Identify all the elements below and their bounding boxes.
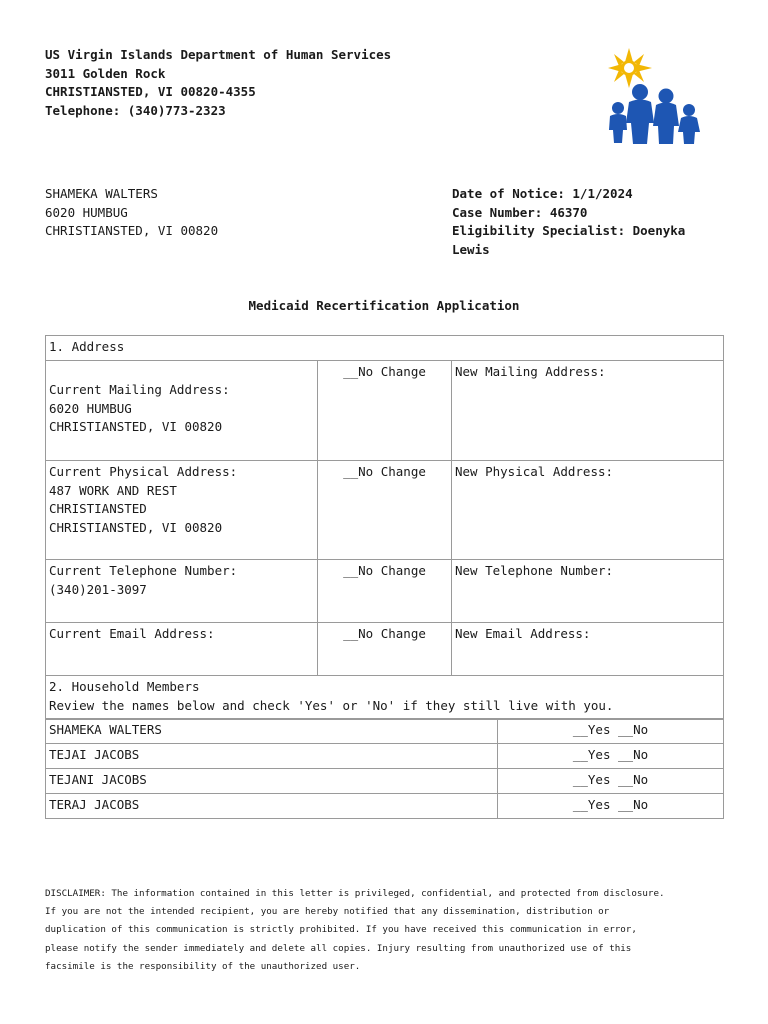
recipient-city: CHRISTIANSTED, VI 00820: [45, 223, 219, 238]
mailing-address-row: [46, 361, 724, 461]
agency-city: CHRISTIANSTED, VI 00820-4355: [45, 84, 256, 99]
notice-date: Date of Notice: 1/1/2024: [452, 186, 633, 201]
disclaimer-line: please notify the sender immediately and delete all copies. Injury resulting from unauthorized use of this: [45, 942, 632, 954]
agency-name: US Virgin Islands Department of Human Services: [45, 47, 392, 62]
member-yes-no-checkbox[interactable]: __Yes __No: [498, 769, 724, 794]
email-row: [46, 623, 724, 676]
current-telephone-cell: [46, 560, 318, 623]
physical-address-row: [46, 461, 724, 560]
member-name: SHAMEKA WALTERS: [46, 719, 498, 744]
new-email-field[interactable]: New Email Address:: [452, 623, 724, 676]
household-members-table: [45, 718, 724, 819]
member-name: TERAJ JACOBS: [46, 794, 498, 819]
current-physical-line3: CHRISTIANSTED, VI 00820: [49, 519, 223, 535]
table-row: [46, 794, 724, 819]
family-sun-logo-icon: [600, 48, 706, 148]
recipient-name: SHAMEKA WALTERS: [45, 186, 158, 201]
section-household-heading-cell: [46, 676, 724, 720]
disclaimer-line: facsimile is the responsibility of the unauthorized user.: [45, 960, 361, 972]
current-telephone-label: Current Telephone Number:: [49, 563, 238, 578]
member-name: TEJANI JACOBS: [46, 769, 498, 794]
mailing-no-change-checkbox[interactable]: __No Change: [318, 361, 452, 461]
current-physical-line1: 487 WORK AND REST: [49, 482, 177, 498]
current-email-label: Current Email Address:: [46, 623, 318, 676]
table-row: [46, 769, 724, 794]
current-telephone-value: (340)201-3097: [49, 581, 147, 597]
new-telephone-field[interactable]: New Telephone Number:: [452, 560, 724, 623]
eligibility-specialist: Eligibility Specialist: Doenyka: [452, 223, 686, 238]
telephone-no-change-checkbox[interactable]: __No Change: [318, 560, 452, 623]
address-table: [45, 335, 724, 720]
email-no-change-checkbox[interactable]: __No Change: [318, 623, 452, 676]
table-row: [46, 744, 724, 769]
physical-no-change-checkbox[interactable]: __No Change: [318, 461, 452, 560]
recipient-street: 6020 HUMBUG: [45, 204, 128, 220]
current-mailing-line1: 6020 HUMBUG: [49, 400, 132, 416]
household-instruction: Review the names below and check 'Yes' or 'No' if they still live with you.: [49, 697, 614, 713]
recipient-address: [45, 185, 218, 241]
table-row: [46, 719, 724, 744]
new-mailing-address-field[interactable]: New Mailing Address:: [452, 361, 724, 461]
agency-telephone: Telephone: (340)773-2323: [45, 102, 226, 118]
notice-info: [452, 185, 742, 259]
disclaimer-line: DISCLAIMER: The information contained in this letter is privileged, confidential, and protected from disclosure.: [45, 888, 665, 899]
section-household-heading: 2. Household Members: [49, 679, 200, 694]
current-mailing-line2: CHRISTIANSTED, VI 00820: [49, 419, 223, 434]
current-physical-cell: [46, 461, 318, 560]
disclaimer-line: If you are not the intended recipient, you are hereby notified that any dissemination, distribution or: [45, 906, 610, 918]
agency-header: [45, 46, 391, 120]
member-yes-no-checkbox[interactable]: __Yes __No: [498, 744, 724, 769]
section-address-heading: 1. Address: [46, 336, 724, 361]
disclaimer: [45, 885, 735, 976]
current-mailing-cell: [46, 361, 318, 461]
member-yes-no-checkbox[interactable]: __Yes __No: [498, 719, 724, 744]
current-physical-label: Current Physical Address:: [49, 464, 238, 479]
member-yes-no-checkbox[interactable]: __Yes __No: [498, 794, 724, 819]
telephone-row: [46, 560, 724, 623]
page-title: Medicaid Recertification Application: [248, 298, 520, 313]
current-mailing-label: Current Mailing Address:: [49, 382, 230, 397]
eligibility-specialist-cont: Lewis: [452, 241, 490, 257]
disclaimer-line: duplication of this communication is strictly prohibited. If you have received this communication in error,: [45, 924, 637, 936]
new-physical-address-field[interactable]: New Physical Address:: [452, 461, 724, 560]
agency-street: 3011 Golden Rock: [45, 65, 166, 81]
member-name: TEJAI JACOBS: [46, 744, 498, 769]
current-physical-line2: CHRISTIANSTED: [49, 501, 147, 516]
case-number: Case Number: 46370: [452, 204, 588, 220]
